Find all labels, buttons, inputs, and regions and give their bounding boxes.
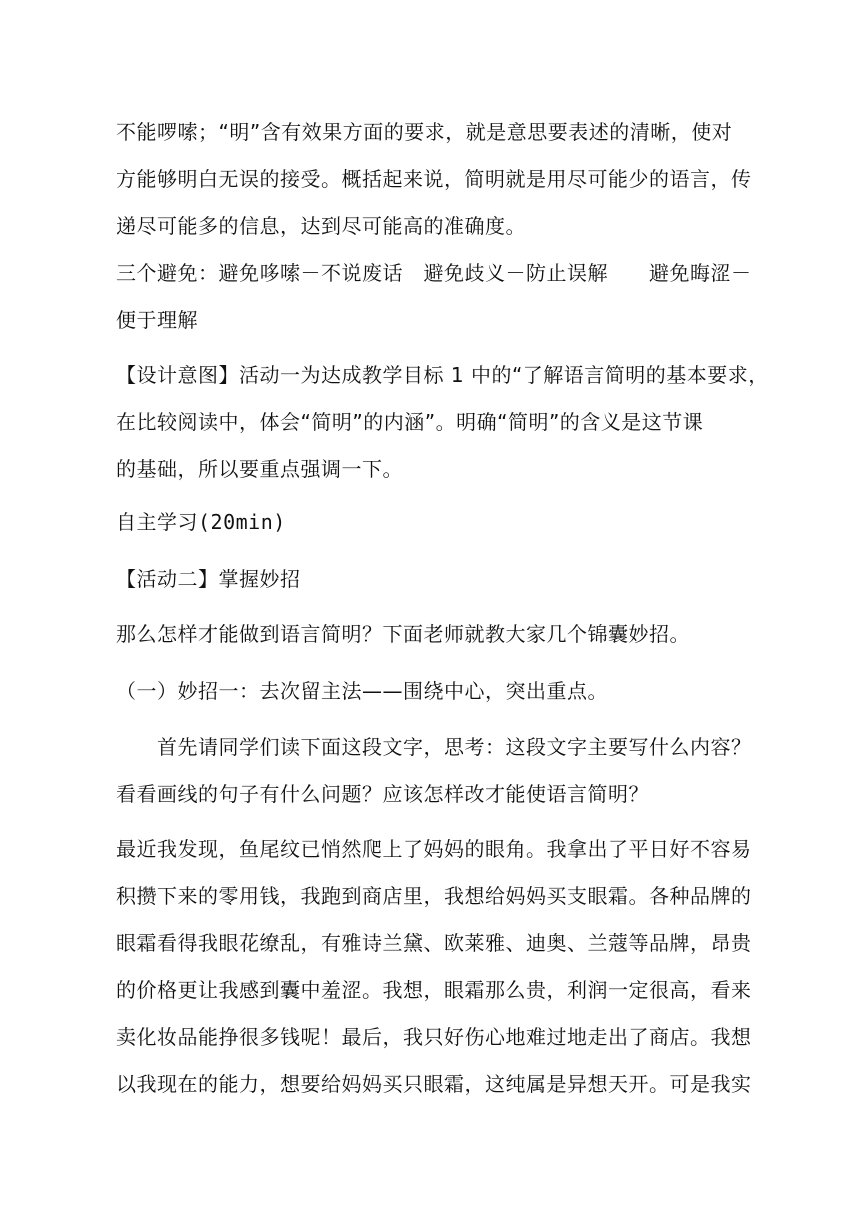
design-intent-line: 【设计意图】活动一为达成教学目标 1 中的“了解语言简明的基本要求， xyxy=(116,363,769,387)
text-line: 在比较阅读中，体会“简明”的内涵”。明确“简明”的含义是这节课 xyxy=(116,410,704,434)
subsection-heading: （一）妙招一：去次留主法——围绕中心，突出重点。 xyxy=(116,679,608,703)
text-line: 便于理解 xyxy=(116,308,198,332)
text-line: 三个避免：避免哆嗦－不说废话 避免歧义－防止误解 避免晦涩－ xyxy=(116,261,752,285)
text-line: 的基础，所以要重点强调一下。 xyxy=(116,457,403,481)
text-line: 卖化妆品能挣很多钱呢！最后，我只好伤心地难过地走出了商店。我想 xyxy=(116,1025,752,1049)
section-heading: 自主学习(20min) xyxy=(116,510,286,534)
text-line: 首先请同学们读下面这段文字，思考：这段文字主要写什么内容？ xyxy=(116,735,752,759)
text-line: 递尽可能多的信息，达到尽可能高的准确度。 xyxy=(116,214,526,238)
text-line: 眼霜看得我眼花缭乱，有雅诗兰黛、欧莱雅、迪奥、兰蔻等品牌，昂贵 xyxy=(116,931,752,955)
text-line: 不能啰嗦；“明”含有效果方面的要求，就是意思要表述的清晰，使对 xyxy=(116,120,733,144)
activity-heading: 【活动二】掌握妙招 xyxy=(116,567,301,591)
text-line: 那么怎样才能做到语言简明？下面老师就教大家几个锦囊妙招。 xyxy=(116,622,690,646)
text-line: 最近我发现，鱼尾纹已悄然爬上了妈妈的眼角。我拿出了平日好不容易 xyxy=(116,837,752,861)
text-line: 积攒下来的零用钱，我跑到商店里，我想给妈妈买支眼霜。各种品牌的 xyxy=(116,884,752,908)
text-line: 的价格更让我感到囊中羞涩。我想，眼霜那么贵，利润一定很高，看来 xyxy=(116,978,752,1002)
text-line: 方能够明白无误的接受。概括起来说，简明就是用尽可能少的语言，传 xyxy=(116,167,752,191)
text-line: 以我现在的能力，想要给妈妈买只眼霜，这纯属是异想天开。可是我实 xyxy=(116,1072,752,1096)
text-line: 看看画线的句子有什么问题？应该怎样改才能使语言简明？ xyxy=(116,782,649,806)
